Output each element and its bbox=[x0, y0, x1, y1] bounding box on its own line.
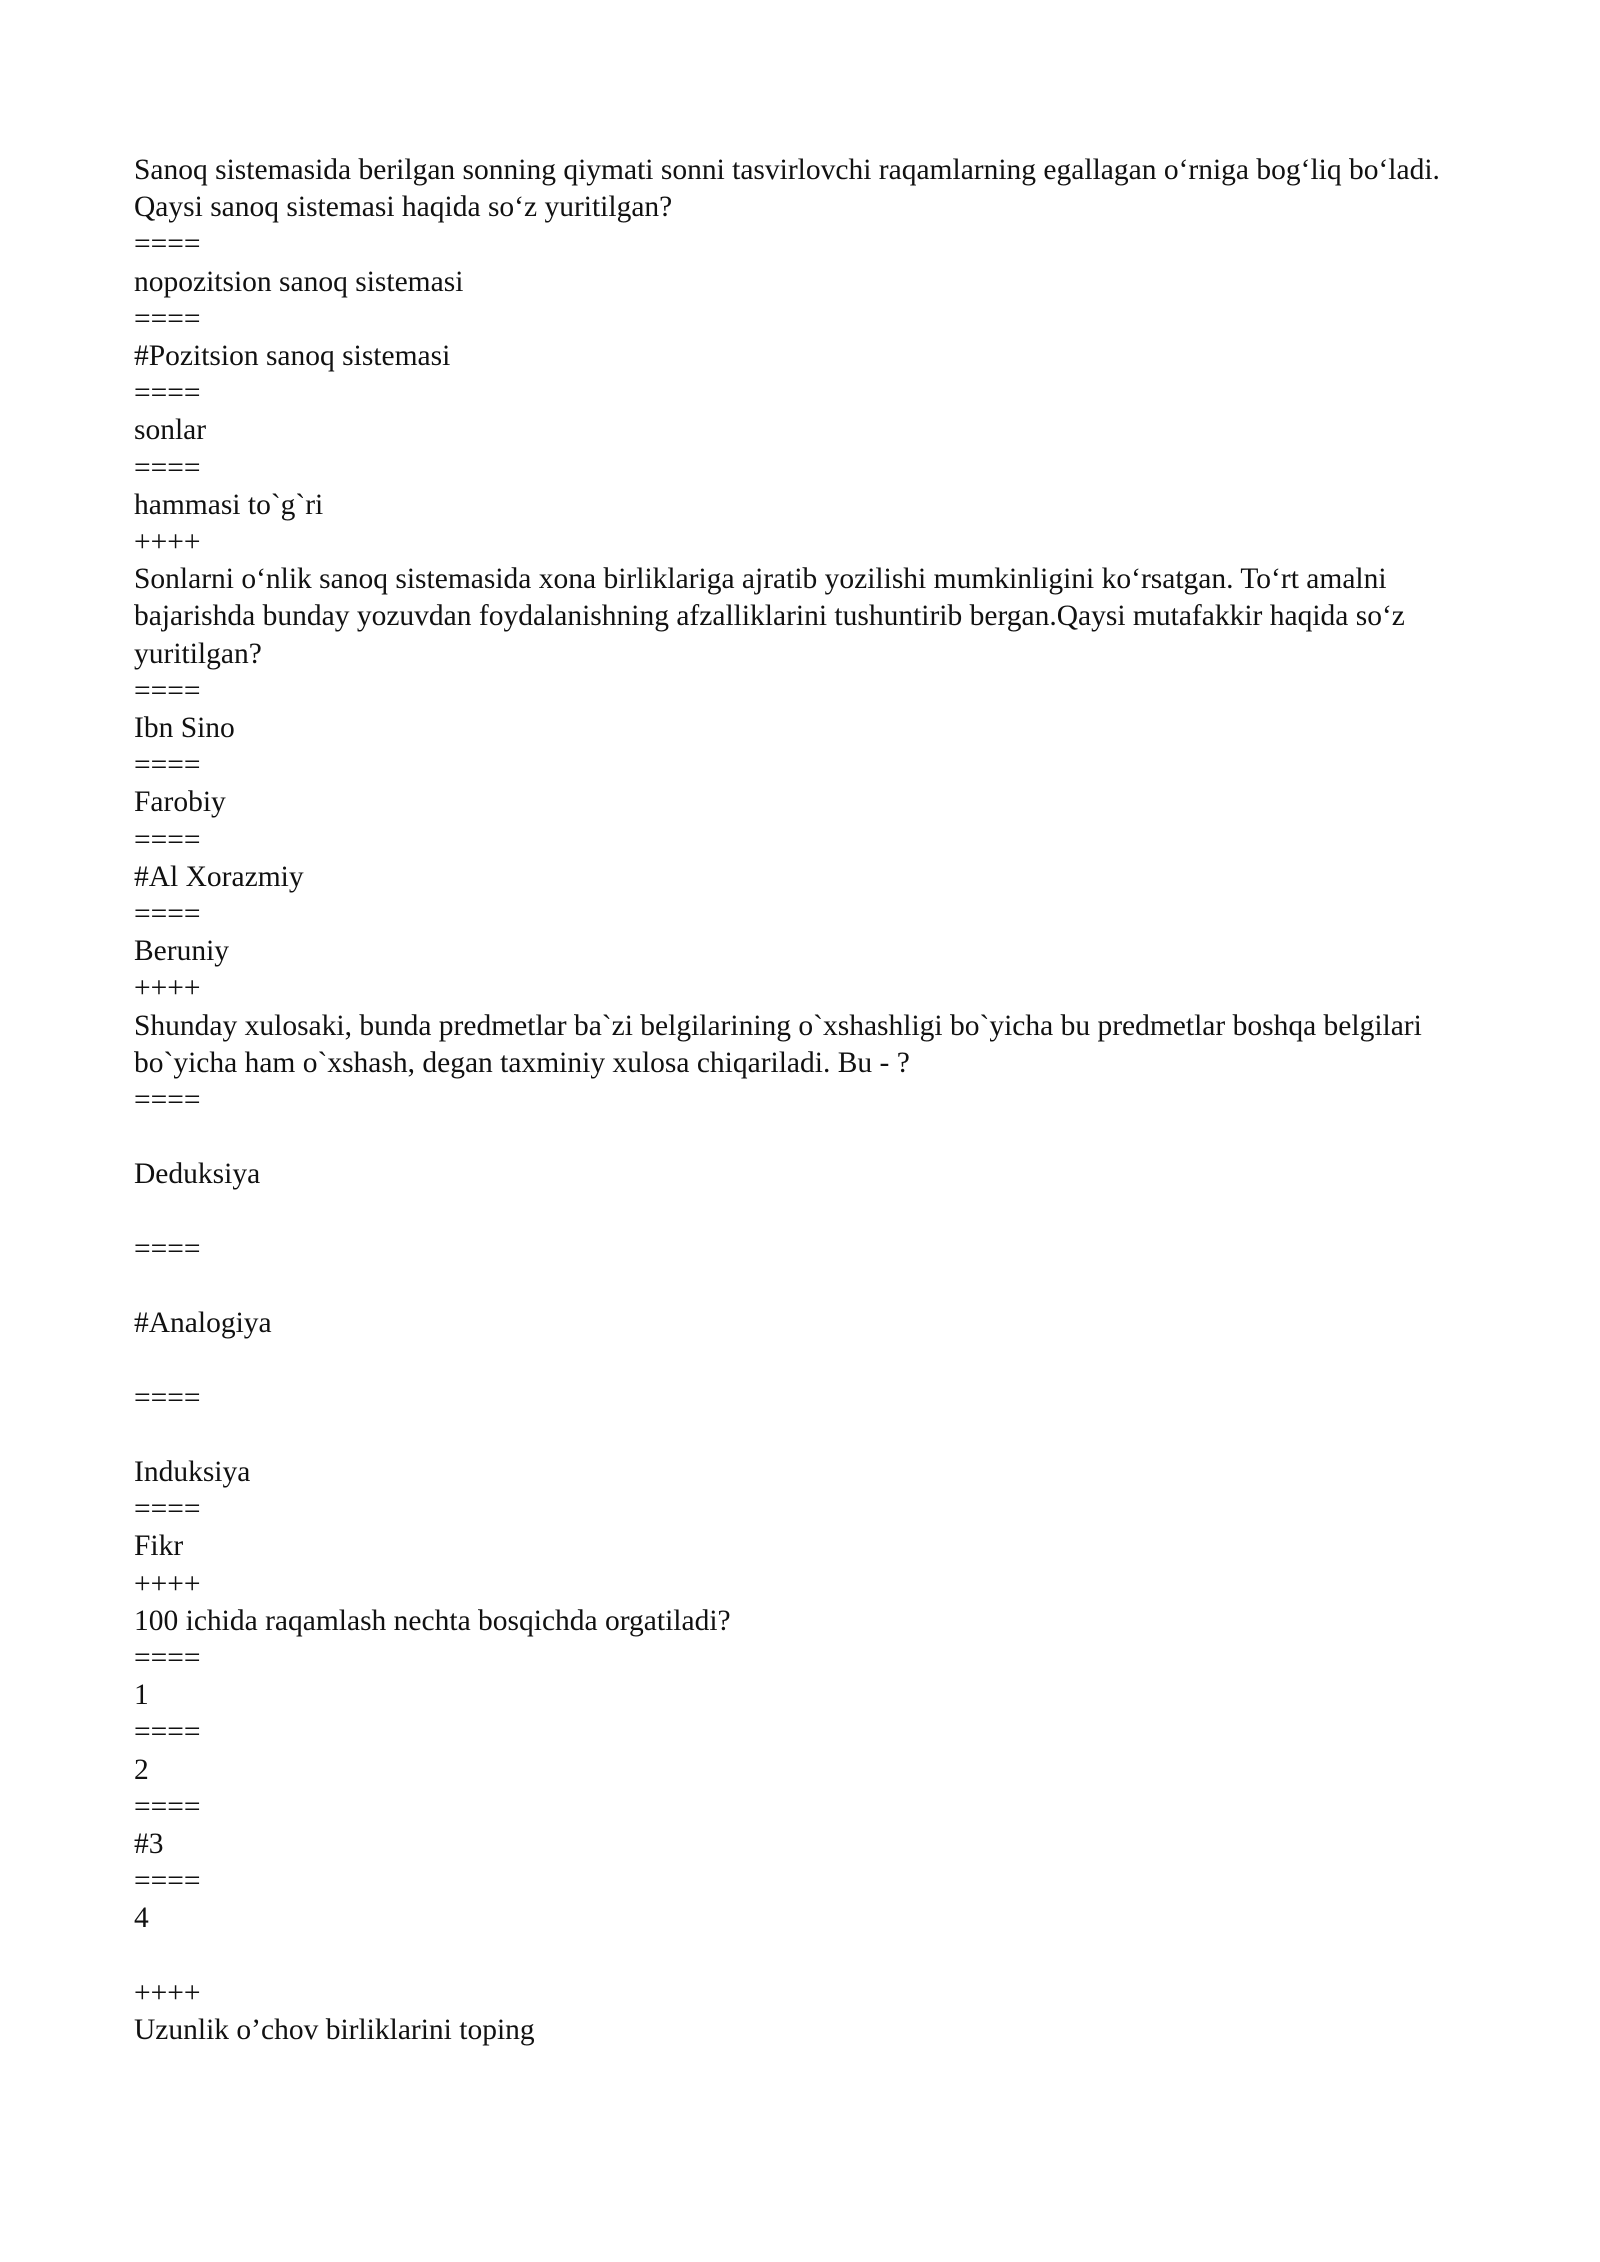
correct-answer-line: #Al Xorazmiy bbox=[134, 860, 304, 893]
blank-line bbox=[134, 1268, 1474, 1305]
blank-line bbox=[134, 1938, 1474, 1975]
text-line: 4 bbox=[134, 1902, 149, 1935]
option-separator: ==== bbox=[134, 228, 201, 261]
option-separator: ==== bbox=[134, 898, 201, 931]
text-line: 100 ichida raqamlash nechta bosqichda orgatiladi? bbox=[134, 1604, 731, 1637]
question-separator: ++++ bbox=[134, 526, 201, 559]
text-line: Shunday xulosaki, bunda predmetlar ba`zi belgilarining o`xshashligi bo`yicha bu predmetlar boshqa belgilari bo`yicha ham o`xshash, degan taxminiy xulosa chiqariladi. Bu - ? bbox=[134, 1009, 1430, 1079]
text-line: nopozitsion sanoq sistemasi bbox=[134, 265, 464, 298]
option-separator: ==== bbox=[134, 302, 201, 335]
option-separator: ==== bbox=[134, 674, 201, 707]
document-body bbox=[134, 152, 1474, 2049]
option-separator: ==== bbox=[134, 823, 201, 856]
text-line: Ibn Sino bbox=[134, 712, 235, 745]
text-line: Beruniy bbox=[134, 935, 230, 968]
text-line: 1 bbox=[134, 1679, 149, 1712]
question-separator: ++++ bbox=[134, 1976, 201, 2009]
option-separator: ==== bbox=[134, 1493, 201, 1526]
text-line: Farobiy bbox=[134, 786, 226, 819]
blank-line bbox=[134, 1342, 1474, 1379]
option-separator: ==== bbox=[134, 1790, 201, 1823]
text-line: Sanoq sistemasida berilgan sonning qiymati sonni tasvirlovchi raqamlarning egallagan o‘rniga bog‘liq bo‘ladi. Qaysi sanoq sistemasi haqida so‘z yuritilgan? bbox=[134, 154, 1448, 224]
blank-line bbox=[134, 1194, 1474, 1231]
option-separator: ==== bbox=[134, 1232, 201, 1265]
correct-answer-line: #3 bbox=[134, 1828, 164, 1861]
option-separator: ==== bbox=[134, 1381, 201, 1414]
text-line: Induksiya bbox=[134, 1456, 251, 1489]
option-separator: ==== bbox=[134, 1642, 201, 1675]
option-separator: ==== bbox=[134, 377, 201, 410]
option-separator: ==== bbox=[134, 1865, 201, 1898]
text-line: Fikr bbox=[134, 1530, 184, 1563]
option-separator: ==== bbox=[134, 451, 201, 484]
option-separator: ==== bbox=[134, 1716, 201, 1749]
text-line: Uzunlik o’chov birliklarini toping bbox=[134, 2014, 535, 2047]
text-line: 2 bbox=[134, 1753, 149, 1786]
question-separator: ++++ bbox=[134, 972, 201, 1005]
question-separator: ++++ bbox=[134, 1567, 201, 1600]
option-separator: ==== bbox=[134, 1084, 201, 1117]
correct-answer-line: #Analogiya bbox=[134, 1307, 272, 1340]
text-line: hammasi to`g`ri bbox=[134, 488, 324, 521]
blank-line bbox=[134, 1417, 1474, 1454]
text-line: sonlar bbox=[134, 414, 207, 447]
correct-answer-line: #Pozitsion sanoq sistemasi bbox=[134, 340, 451, 373]
text-line: Deduksiya bbox=[134, 1158, 261, 1191]
text-line: Sonlarni o‘nlik sanoq sistemasida xona birliklariga ajratib yozilishi mumkinligini ko‘rsatgan. To‘rt amalni bajarishda bunday yozuvdan foydalanishning afzalliklarini tushuntirib bergan.Qaysi mutafakkir haqida so‘z yuritilgan? bbox=[134, 563, 1413, 670]
option-separator: ==== bbox=[134, 749, 201, 782]
blank-line bbox=[134, 1119, 1474, 1156]
